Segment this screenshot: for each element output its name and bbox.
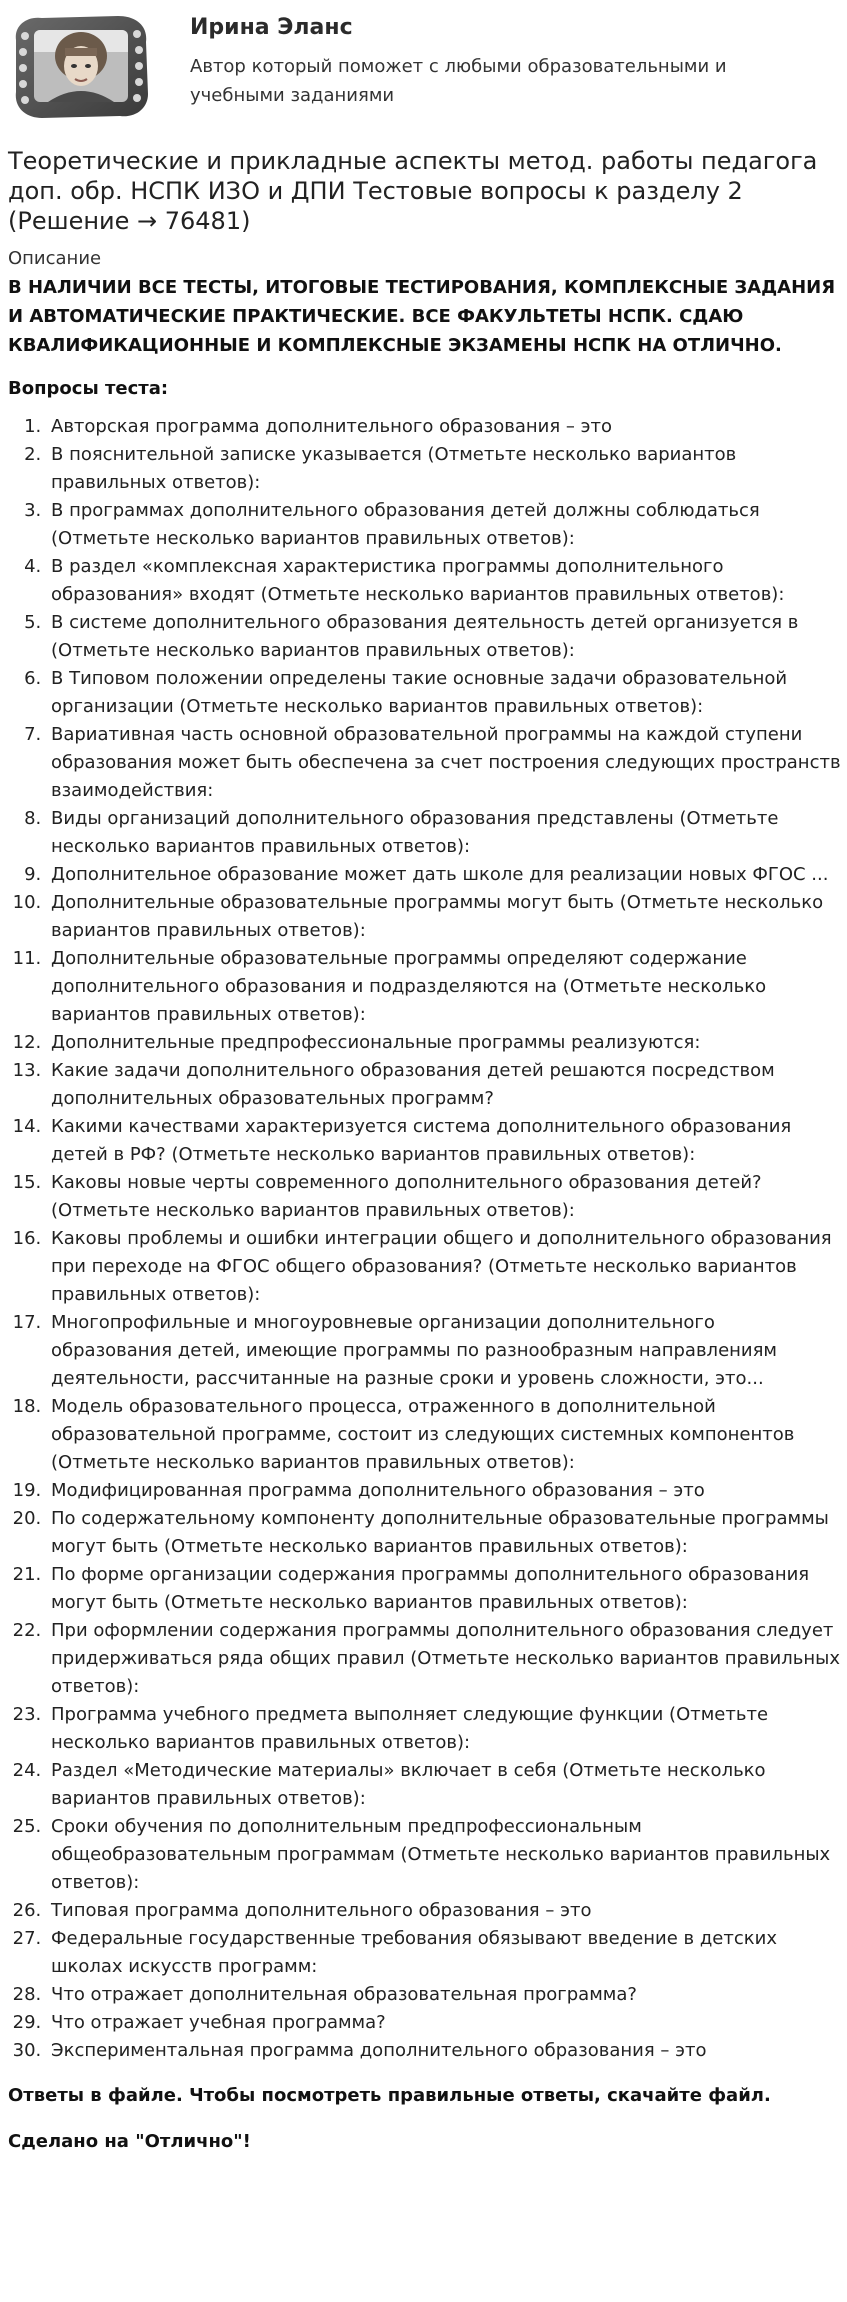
questions-list bbox=[8, 413, 841, 2065]
author-info bbox=[190, 10, 790, 110]
author-description: Автор который поможет с любыми образовательными и учебными заданиями bbox=[190, 56, 727, 106]
list-item: 20. По содержательному компоненту дополнительные образовательные программы могут быть (Отметьте несколько вариантов правильных ответов): bbox=[47, 1505, 841, 1561]
list-item: 12. Дополнительные предпрофессиональные программы реализуются: bbox=[47, 1029, 841, 1057]
list-item: 22. При оформлении содержания программы дополнительного образования следует придерживаться ряда общих правил (Отметьте несколько вариантов правильных ответов): bbox=[47, 1617, 841, 1701]
page-title: Теоретические и прикладные аспекты метод. работы педагога доп. обр. НСПК ИЗО и ДПИ Тестовые вопросы к разделу 2 (Решение → 76481) bbox=[8, 147, 818, 235]
list-item: 2. В пояснительной записке указывается (Отметьте несколько вариантов правильных ответов): bbox=[47, 441, 841, 497]
list-item: 10. Дополнительные образовательные программы могут быть (Отметьте несколько вариантов правильных ответов): bbox=[47, 889, 841, 945]
description-label: Описание bbox=[8, 248, 102, 269]
list-item: 26. Типовая программа дополнительного образования – это bbox=[47, 1897, 841, 1925]
description-text: В НАЛИЧИИ ВСЕ ТЕСТЫ, ИТОГОВЫЕ ТЕСТИРОВАНИЯ, КОМПЛЕКСНЫЕ ЗАДАНИЯ И АВТОМАТИЧЕСКИЕ ПРАКТИЧЕСКИЕ. ВСЕ ФАКУЛЬТЕТЫ НСПК. СДАЮ КВАЛИФИКАЦИОННЫЕ И КОМПЛЕКСНЫЕ ЭКЗАМЕНЫ НСПК НА ОТЛИЧНО. bbox=[8, 277, 836, 356]
list-item: 4. В раздел «комплексная характеристика программы дополнительного образования» входят (Отметьте несколько вариантов правильных ответов): bbox=[47, 553, 841, 609]
list-item: 23. Программа учебного предмета выполняет следующие функции (Отметьте несколько вариантов правильных ответов): bbox=[47, 1701, 841, 1757]
list-item: 17. Многопрофильные и многоуровневые организации дополнительного образования детей, имеющие программы по разнообразным направлениям деятельности, рассчитанные на разные сроки и уровень сложности, это... bbox=[47, 1309, 841, 1393]
list-item: 5. В системе дополнительного образования деятельность детей организуется в (Отметьте несколько вариантов правильных ответов): bbox=[47, 609, 841, 665]
list-item: 30. Экспериментальная программа дополнительного образования – это bbox=[47, 2037, 841, 2065]
list-item: 18. Модель образовательного процесса, отраженного в дополнительной образовательной программе, состоит из следующих системных компонентов (Отметьте несколько вариантов правильных ответов): bbox=[47, 1393, 841, 1477]
list-item: 24. Раздел «Методические материалы» включает в себя (Отметьте несколько вариантов правильных ответов): bbox=[47, 1757, 841, 1813]
list-item: 11. Дополнительные образовательные программы определяют содержание дополнительного образования и подразделяются на (Отметьте несколько вариантов правильных ответов): bbox=[47, 945, 841, 1029]
list-item: 13. Какие задачи дополнительного образования детей решаются посредством дополнительных образовательных программ? bbox=[47, 1057, 841, 1113]
list-item: 15. Каковы новые черты современного дополнительного образования детей? (Отметьте несколько вариантов правильных ответов): bbox=[47, 1169, 841, 1225]
list-item: 19. Модифицированная программа дополнительного образования – это bbox=[47, 1477, 841, 1505]
list-item: 7. Вариативная часть основной образовательной программы на каждой ступени образования может быть обеспечена за счет построения следующих пространств взаимодействия: bbox=[47, 721, 841, 805]
answers-note: Ответы в файле. Чтобы посмотреть правильные ответы, скачайте файл. bbox=[8, 2085, 771, 2106]
list-item: 9. Дополнительное образование может дать школе для реализации новых ФГОС ... bbox=[47, 861, 841, 889]
quality-note: Сделано на "Отлично"! bbox=[8, 2131, 251, 2152]
list-item: 3. В программах дополнительного образования детей должны соблюдаться (Отметьте несколько вариантов правильных ответов): bbox=[47, 497, 841, 553]
list-item: 14. Какими качествами характеризуется система дополнительного образования детей в РФ? (Отметьте несколько вариантов правильных ответов): bbox=[47, 1113, 841, 1169]
questions-heading: Вопросы теста: bbox=[8, 378, 169, 399]
list-item: 6. В Типовом положении определены такие основные задачи образовательной организации (Отметьте несколько вариантов правильных ответов): bbox=[47, 665, 841, 721]
list-item: 16. Каковы проблемы и ошибки интеграции общего и дополнительного образования при переходе на ФГОС общего образования? (Отметьте несколько вариантов правильных ответов): bbox=[47, 1225, 841, 1309]
list-item: 28. Что отражает дополнительная образовательная программа? bbox=[47, 1981, 841, 2009]
list-item: 29. Что отражает учебная программа? bbox=[47, 2009, 841, 2037]
author-name[interactable]: Ирина Эланс bbox=[190, 15, 353, 40]
list-item: 1. Авторская программа дополнительного образования – это bbox=[47, 413, 841, 441]
author-block bbox=[8, 0, 835, 132]
list-item: 25. Сроки обучения по дополнительным предпрофессиональным общеобразовательным программам (Отметьте несколько вариантов правильных ответов): bbox=[47, 1813, 841, 1897]
film-frame-avatar-icon[interactable] bbox=[8, 10, 154, 122]
list-item: 27. Федеральные государственные требования обязывают введение в детских школах искусств программ: bbox=[47, 1925, 841, 1981]
list-item: 21. По форме организации содержания программы дополнительного образования могут быть (Отметьте несколько вариантов правильных ответов): bbox=[47, 1561, 841, 1617]
list-item: 8. Виды организаций дополнительного образования представлены (Отметьте несколько вариантов правильных ответов): bbox=[47, 805, 841, 861]
